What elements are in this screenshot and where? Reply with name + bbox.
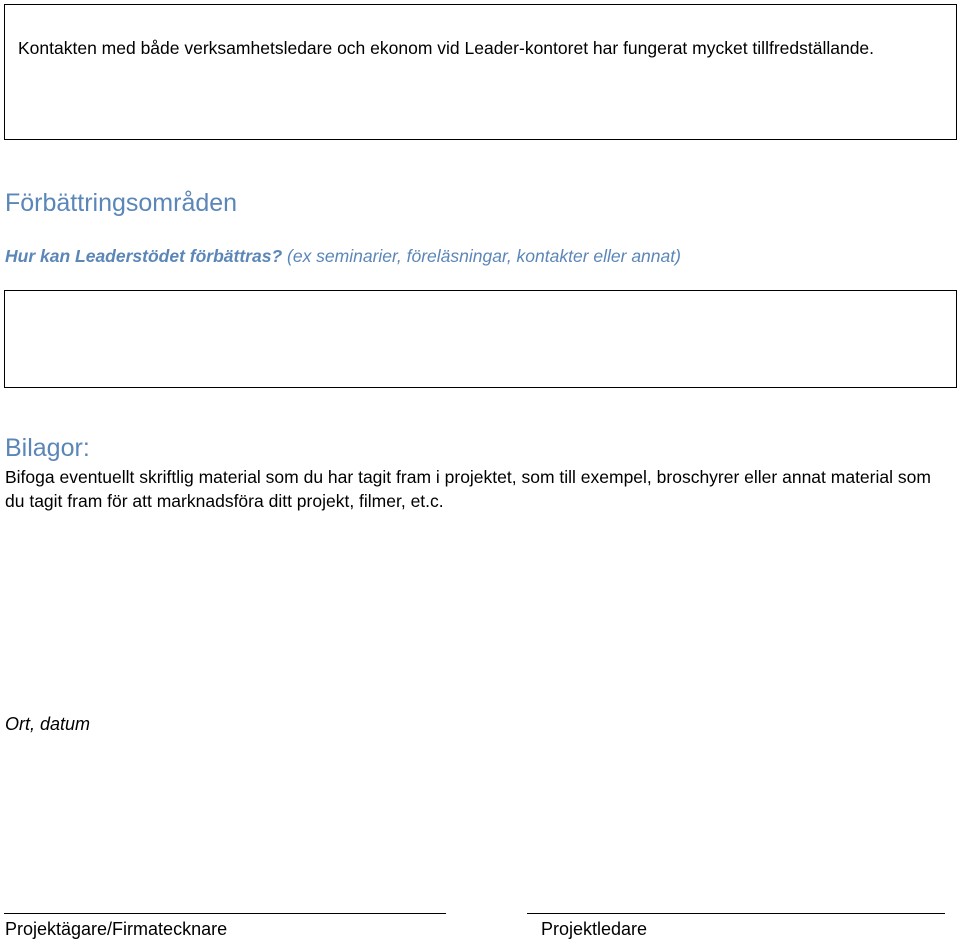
attachments-instructions: Bifoga eventuellt skriftlig material som du har tagit fram i projektet, som till exempel, broschyrer eller annat material som du tagit fram för att marknadsföra ditt projekt, filmer, et.c. <box>5 467 931 511</box>
feedback-text: Kontakten med både verksamhetsledare och ekonom vid Leader-kontoret har fungerat mycket tillfredställande. <box>18 38 875 58</box>
improvements-question-hint: (ex seminarier, föreläsningar, kontakter eller annat) <box>282 246 681 266</box>
leader-signature-line[interactable] <box>527 913 945 914</box>
owner-signature-label: Projektägare/Firmatecknare <box>5 919 228 939</box>
leader-signature-label: Projektledare <box>541 919 648 939</box>
improvements-question <box>5 246 681 267</box>
owner-signature-line[interactable] <box>4 913 446 914</box>
improvements-question-main: Hur kan Leaderstödet förbättras? <box>5 246 283 266</box>
improvements-answer-box[interactable] <box>4 290 957 388</box>
place-date-label: Ort, datum <box>5 714 91 734</box>
feedback-text-box <box>4 4 957 140</box>
attachments-heading: Bilagor: <box>5 434 90 462</box>
improvements-heading: Förbättringsområden <box>5 189 238 217</box>
